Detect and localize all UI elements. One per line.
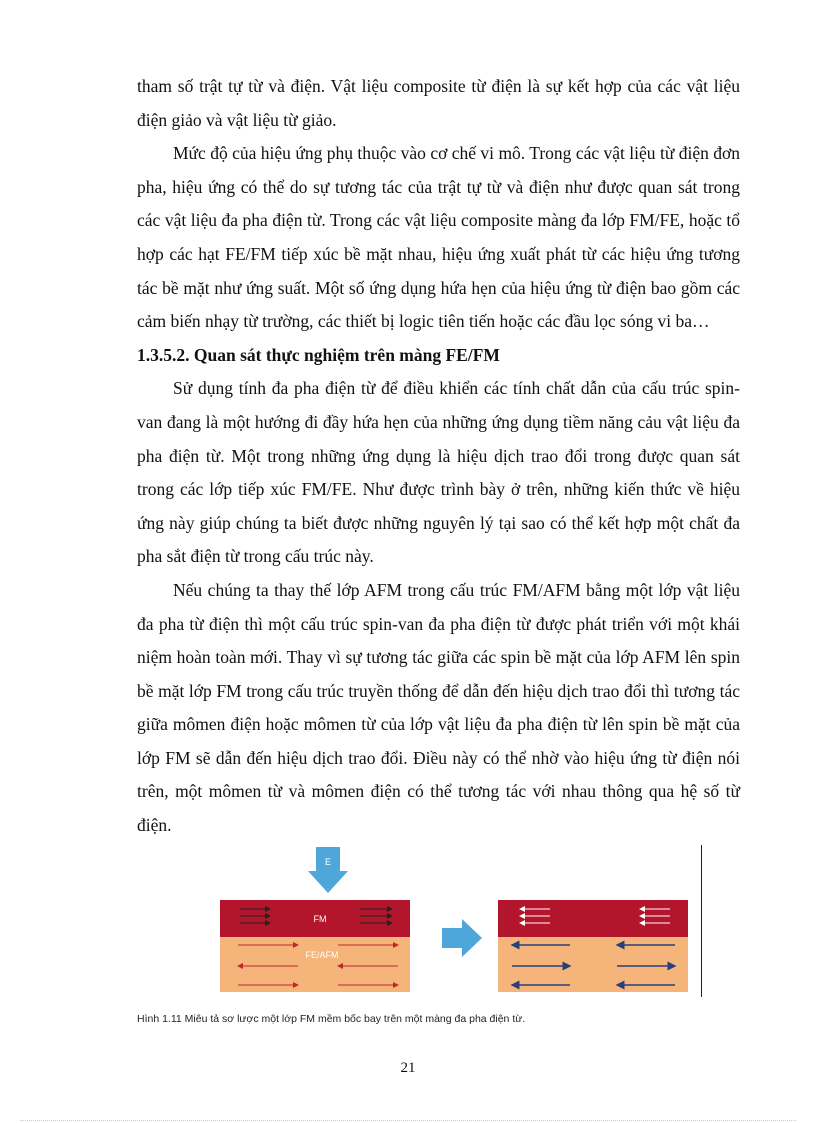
paragraph: tham số trật tự từ và điện. Vật liệu composite từ điện là sự kết hợp của các vật liệu điện giảo và vật liệu từ giảo. bbox=[137, 76, 740, 130]
electric-field-arrow-icon bbox=[308, 847, 348, 893]
paragraph: Mức độ của hiệu ứng phụ thuộc vào cơ chế vi mô. Trong các vật liệu từ điện đơn pha, hiệu ứng có thể do sự tương tác của trật tự từ và điện như được quan sát trong các vật liệu đa pha điện từ. Trong các vật liệu composite màng đa lớp FM/FE, hoặc tổ hợp các hạt FE/FM tiếp xúc bề mặt nhau, hiệu ứng xuất phát từ các hiệu ứng tương tác bề mặt như ứng suất. Một số ứng dụng hứa hẹn của hiệu ứng từ điện bao gồm các cảm biến nhạy từ trường, các thiết bị logic tiên tiến hoặc các đầu lọc sóng vi ba… bbox=[137, 143, 740, 332]
figure-diagram bbox=[220, 845, 700, 995]
paragraph: Nếu chúng ta thay thế lớp AFM trong cấu trúc FM/AFM bằng một lớp vật liệu đa pha từ điện thì một cấu trúc spin-van đa pha điện từ được phát triển với một khái niệm hoàn toàn mới. Thay vì sự tương tác giữa các spin bề mặt của lớp AFM lên spin bề mặt lớp FM trong cấu trúc truyền thống để dẫn đến hiệu dịch trao đổi thì tương tác giữa mômen điện hoặc mômen từ của lớp vật liệu đa pha điện từ lên spin bề mặt của lớp FM sẽ dẫn đến hiệu dịch trao đổi. Điều này có thể nhờ vào hiệu ứng từ điện nói trên, một mômen từ và mômen điện có thể tương tác với nhau thông qua hệ số từ điện. bbox=[137, 579, 740, 836]
margin-rule bbox=[701, 845, 702, 997]
transition-arrow-icon bbox=[442, 919, 482, 957]
fm-layer-right bbox=[498, 900, 688, 937]
page-number: 21 bbox=[400, 1060, 416, 1076]
field-label: E bbox=[324, 857, 332, 867]
fm-label: FM bbox=[313, 914, 327, 924]
page-divider bbox=[20, 1120, 796, 1121]
body-text-top bbox=[137, 70, 740, 843]
figure-caption: Hình 1.11 Miêu tả sơ lược một lớp FM mềm bốc bay trên một màng đa pha điện từ. bbox=[137, 1013, 526, 1025]
paragraph: Sử dụng tính đa pha điện từ để điều khiển các tính chất dẫn của cấu trúc spin-van đang là một hướng đi đầy hứa hẹn của những ứng dụng tiềm năng cảu vật liệu đa pha điện từ. Một trong những ứng dụng là hiệu dịch trao đổi trong được quan sát trong các lớp tiếp xúc FM/FE. Như được trình bày ở trên, những kiến thức về hiệu ứng này giúp chúng ta biết được những nguyên lý tại sao có thể kết hợp một chất đa pha sắt điện từ trong cấu trúc này. bbox=[137, 378, 740, 567]
section-heading: 1.3.5.2. Quan sát thực nghiệm trên màng FE/FM bbox=[137, 344, 500, 365]
figure-spin-valve bbox=[220, 845, 700, 995]
afm-label: FE/AFM bbox=[305, 950, 339, 960]
